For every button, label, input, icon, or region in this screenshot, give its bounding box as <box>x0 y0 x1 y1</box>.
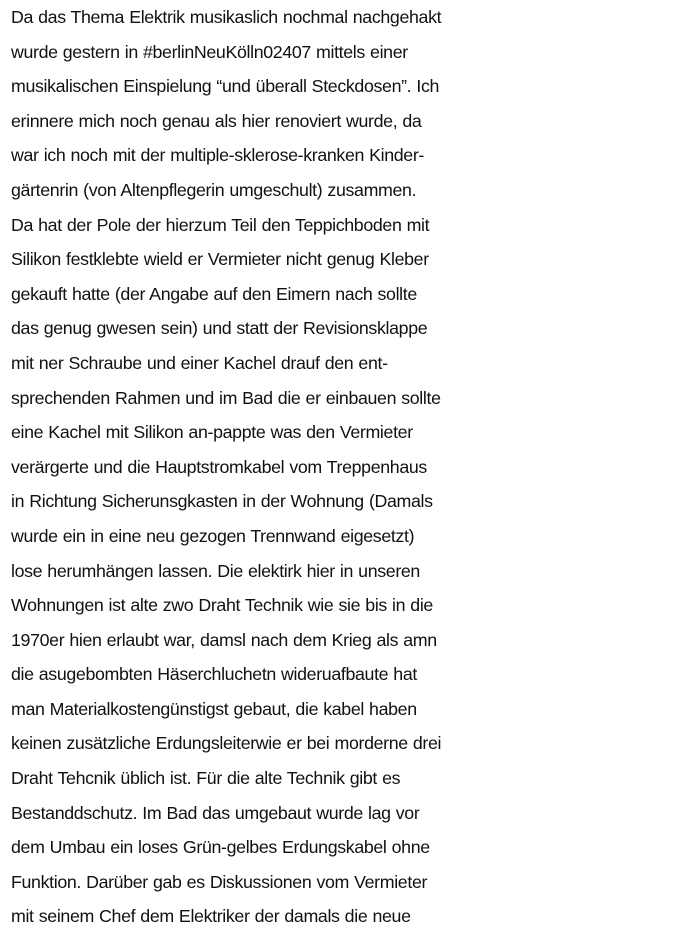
text-line: sprechenden Rahmen und im Bad die er einbauen sollte <box>11 387 441 408</box>
text-line: die asugebombten Häserchluchetn wideruafbaute hat <box>11 664 417 685</box>
text-line: wurde gestern in #berlinNeuKölln02407 mittels einer <box>11 41 408 62</box>
text-line: Funktion. Darüber gab es Diskussionen vom Vermieter <box>11 871 428 892</box>
text-line: war ich noch mit der multiple-sklerose-kranken Kinder- <box>11 145 424 166</box>
text-line: Da das Thema Elektrik musikaslich nochmal nachgehakt <box>11 7 442 27</box>
text-line: Da hat der Pole der hierzum Teil den Teppichboden mit <box>11 214 430 235</box>
text-line: eine Kachel mit Silikon an-pappte was den Vermieter <box>11 422 413 443</box>
text-line: mit seinem Chef dem Elektriker der damals die neue <box>11 906 411 927</box>
text-line: verärgerte und die Hauptstromkabel vom Treppenhaus <box>11 456 427 477</box>
text-line: dem Umbau ein loses Grün-gelbes Erdungskabel ohne <box>11 837 430 858</box>
text-line: 1970er hien erlaubt war, damsl nach dem Krieg als amn <box>11 629 437 650</box>
text-line: lose herumhängen lassen. Die elektirk hier in unseren <box>11 560 420 581</box>
text-line: Bestanddschutz. Im Bad das umgebaut wurde lag vor <box>11 802 420 823</box>
text-line: Draht Tehcnik üblich ist. Für die alte Technik gibt es <box>11 768 401 789</box>
text-line: keinen zusätzliche Erdungsleiterwie er bei morderne drei <box>11 733 442 754</box>
text-line: wurde ein in eine neu gezogen Trennwand eigesetzt) <box>11 525 415 546</box>
text-line: Silikon festklebte wield er Vermieter nicht genug Kleber <box>11 249 429 270</box>
text-line: das genug gwesen sein) und statt der Revisionsklappe <box>11 318 428 339</box>
body-text <box>11 0 683 934</box>
text-line: gärtenrin (von Altenpflegerin umgeschult) zusammen. <box>11 179 417 200</box>
text-line: gekauft hatte (der Angabe auf den Eimern nach sollte <box>11 283 417 304</box>
text-line: in Richtung Sicherunsgkasten in der Wohnung (Damals <box>11 491 433 512</box>
text-line: erinnere mich noch genau als hier renoviert wurde, da <box>11 110 422 131</box>
text-line: man Materialkostengünstigst gebaut, die kabel haben <box>11 698 417 719</box>
text-line: Wohnungen ist alte zwo Draht Technik wie sie bis in die <box>11 595 433 616</box>
text-line: mit ner Schraube und einer Kachel drauf den ent- <box>11 352 388 373</box>
text-line: musikalischen Einspielung “und überall Steckdosen”. Ich <box>11 76 440 97</box>
